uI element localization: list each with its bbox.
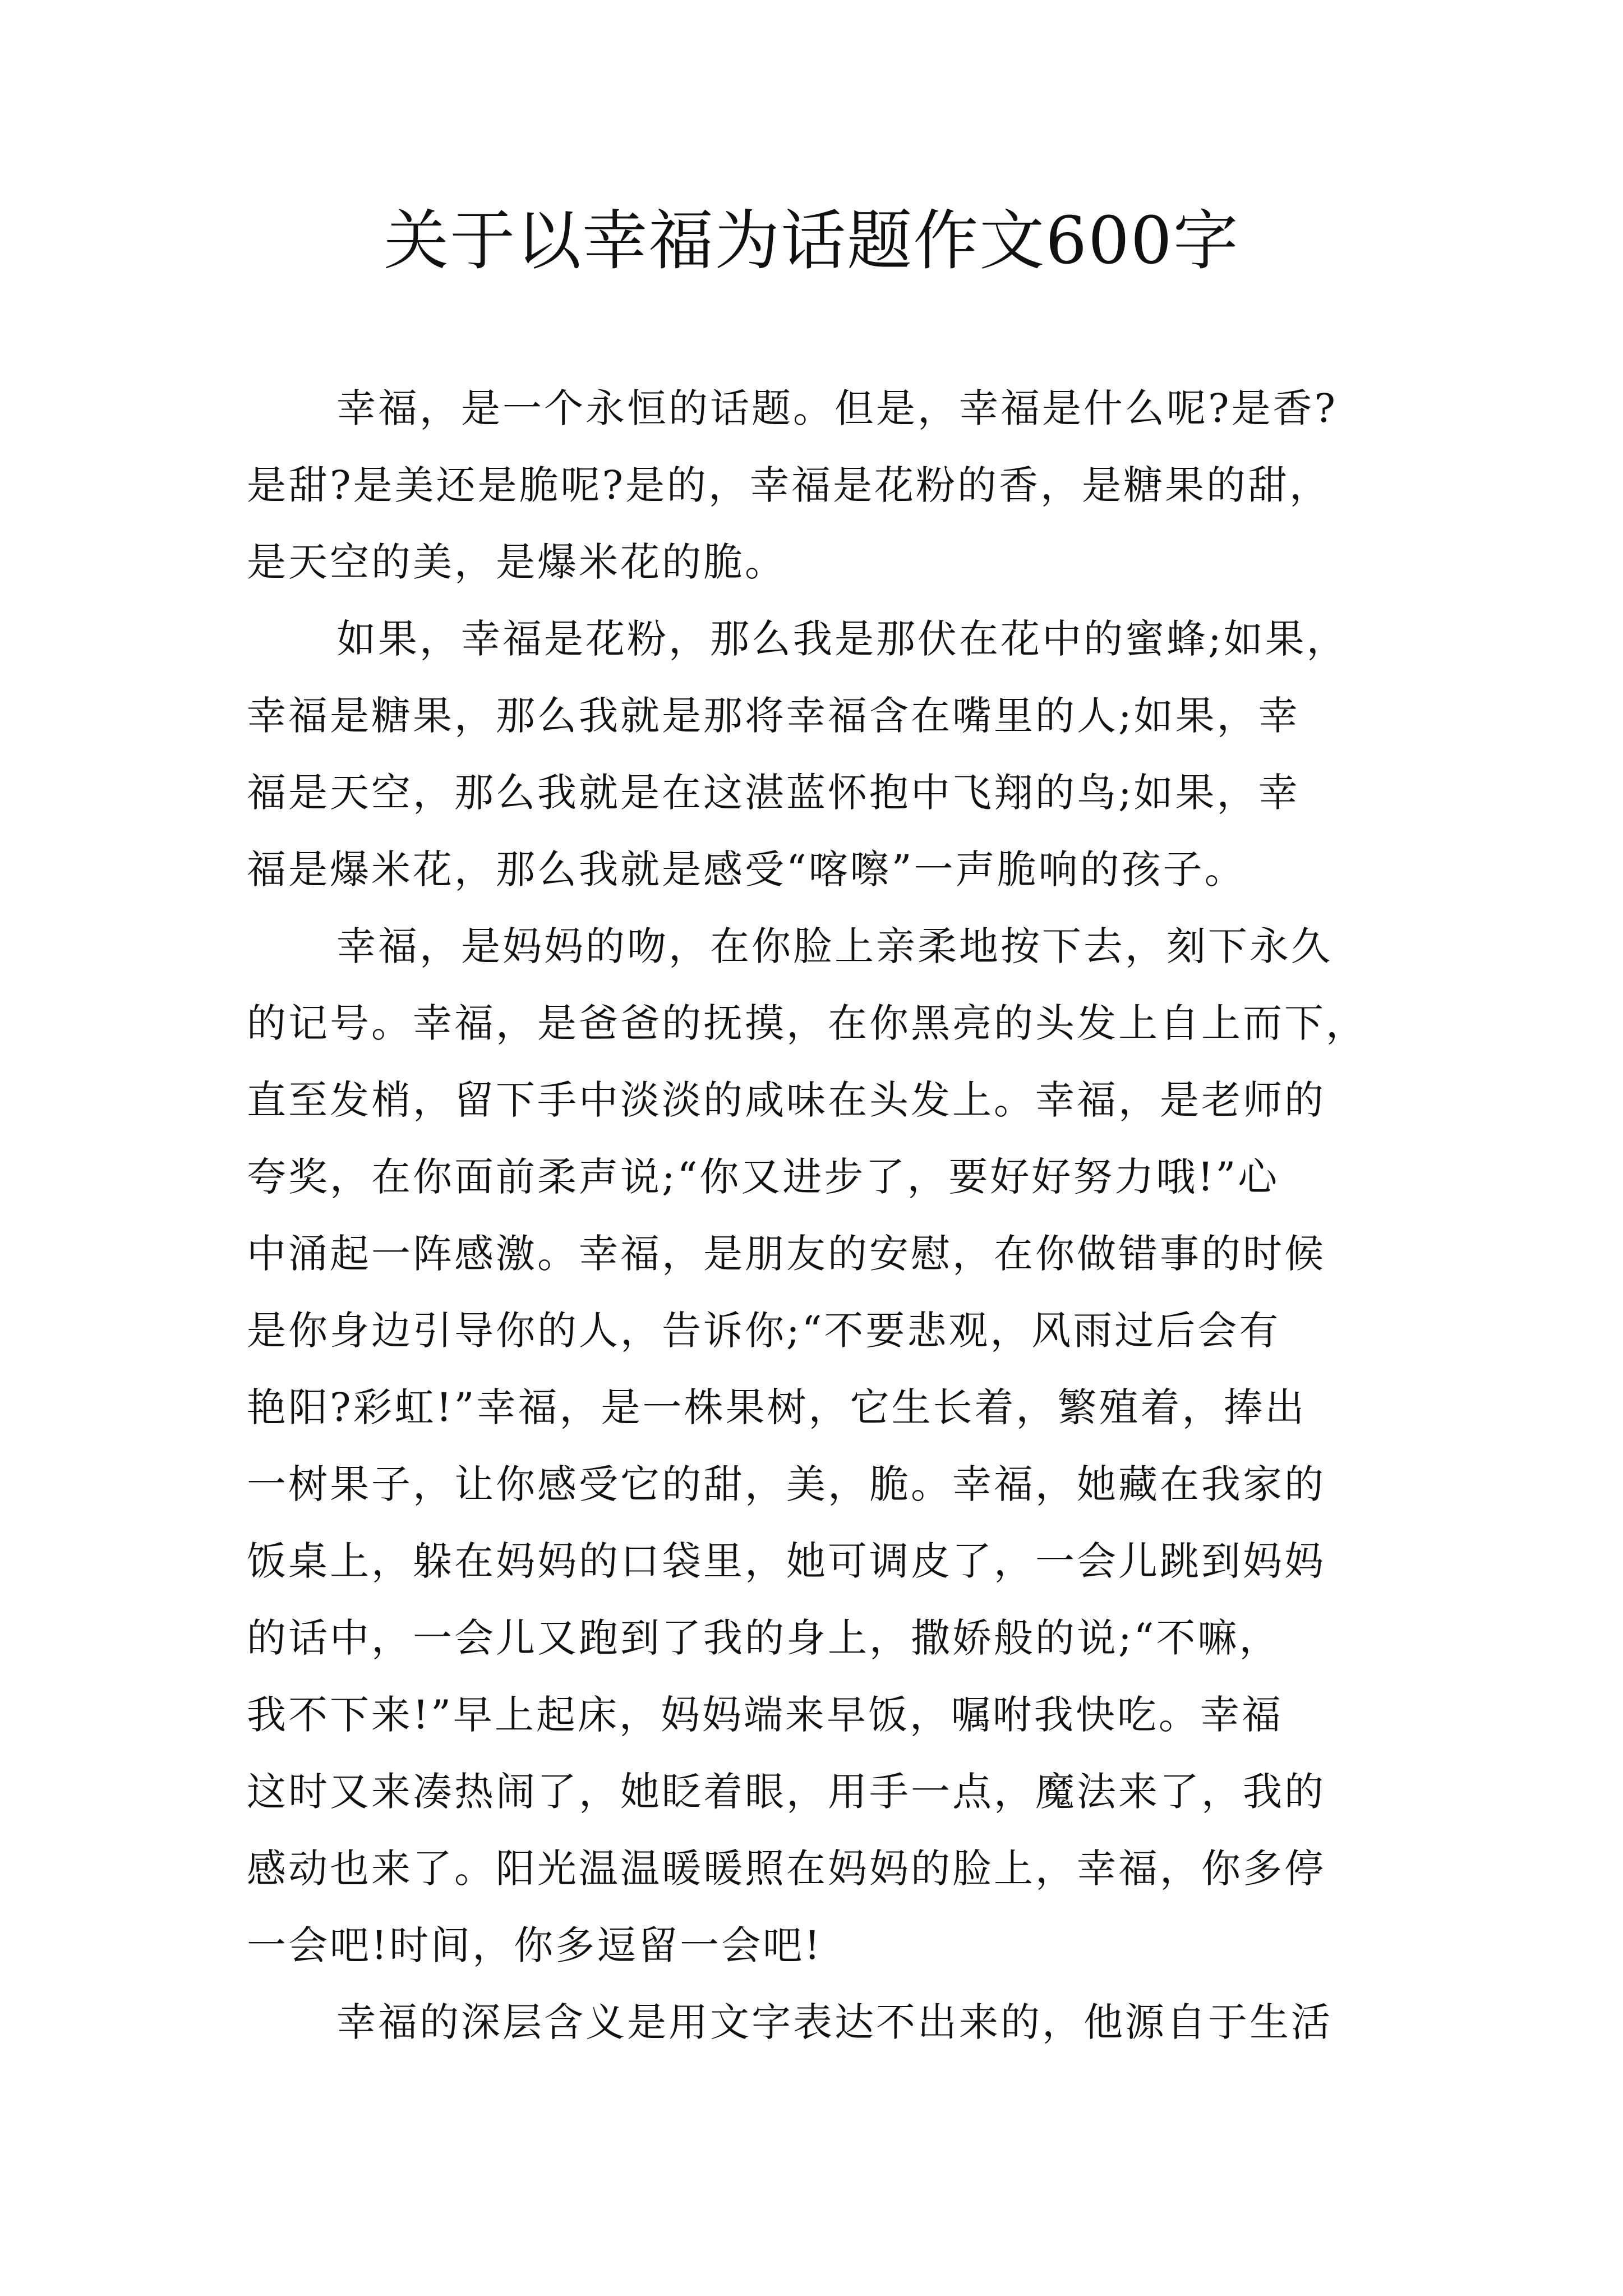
paragraph-1-line-2: 是甜?是美还是脆呢?是的，幸福是花粉的香，是糖果的甜， xyxy=(247,462,1331,508)
paragraph-3-line-4: 夸奖，在你面前柔声说;“你又进步了，要好好努力哦!”心 xyxy=(247,1154,1280,1200)
paragraph-3-line-5: 中涌起一阵感激。幸福，是朋友的安慰，在你做错事的时候 xyxy=(247,1231,1326,1277)
paragraph-2-line-4: 福是爆米花，那么我就是感受“喀嚓”一声脆响的孩子。 xyxy=(247,846,1246,892)
paragraph-3-line-13: 感动也来了。阳光温温暖暖照在妈妈的脸上，幸福，你多停 xyxy=(247,1846,1326,1892)
paragraph-3-line-3: 直至发梢，留下手中淡淡的咸味在头发上。幸福，是老师的 xyxy=(247,1077,1326,1123)
paragraph-2-line-3: 福是天空，那么我就是在这湛蓝怀抱中飞翔的鸟;如果，幸 xyxy=(247,770,1300,816)
paragraph-3-line-10: 的话中，一会儿又跑到了我的身上，撒娇般的说;“不嘛， xyxy=(247,1615,1281,1661)
paragraph-3-line-14: 一会吧!时间，你多逗留一会吧! xyxy=(247,1922,823,1968)
paragraph-3-line-8: 一树果子，让你感受它的甜，美，脆。幸福，她藏在我家的 xyxy=(247,1461,1326,1507)
paragraph-3-line-1: 幸福，是妈妈的吻，在你脸上亲柔地按下去，刻下永久 xyxy=(336,923,1332,969)
paragraph-3-line-12: 这时又来凑热闹了，她眨着眼，用手一点，魔法来了，我的 xyxy=(247,1769,1326,1815)
paragraph-3-line-11: 我不下来!”早上起床，妈妈端来早饭，嘱咐我快吃。幸福 xyxy=(247,1692,1283,1738)
paragraph-1-line-3: 是天空的美，是爆米花的脆。 xyxy=(247,539,786,585)
paragraph-3-line-6: 是你身边引导你的人，告诉你;“不要悲观，风雨过后会有 xyxy=(247,1308,1281,1354)
paragraph-3-line-7: 艳阳?彩虹!”幸福，是一株果树，它生长着，繁殖着，捧出 xyxy=(247,1384,1307,1430)
paragraph-1-line-1: 幸福，是一个永恒的话题。但是，幸福是什么呢?是香? xyxy=(336,385,1338,431)
document-title: 关于以幸福为话题作文600字 xyxy=(384,203,1239,279)
paragraph-2-line-2: 幸福是糖果，那么我就是那将幸福含在嘴里的人;如果，幸 xyxy=(247,693,1300,739)
paragraph-3-line-2: 的记号。幸福，是爸爸的抚摸，在你黑亮的头发上自上而下， xyxy=(247,1000,1367,1046)
paragraph-4-line-1: 幸福的深层含义是用文字表达不出来的，他源自于生活 xyxy=(336,1999,1332,2045)
paragraph-3-line-9: 饭桌上，躲在妈妈的口袋里，她可调皮了，一会儿跳到妈妈 xyxy=(247,1538,1326,1584)
document-body xyxy=(247,370,1396,2061)
paragraph-2-line-1: 如果，幸福是花粉，那么我是那伏在花中的蜜蜂;如果， xyxy=(336,616,1348,662)
